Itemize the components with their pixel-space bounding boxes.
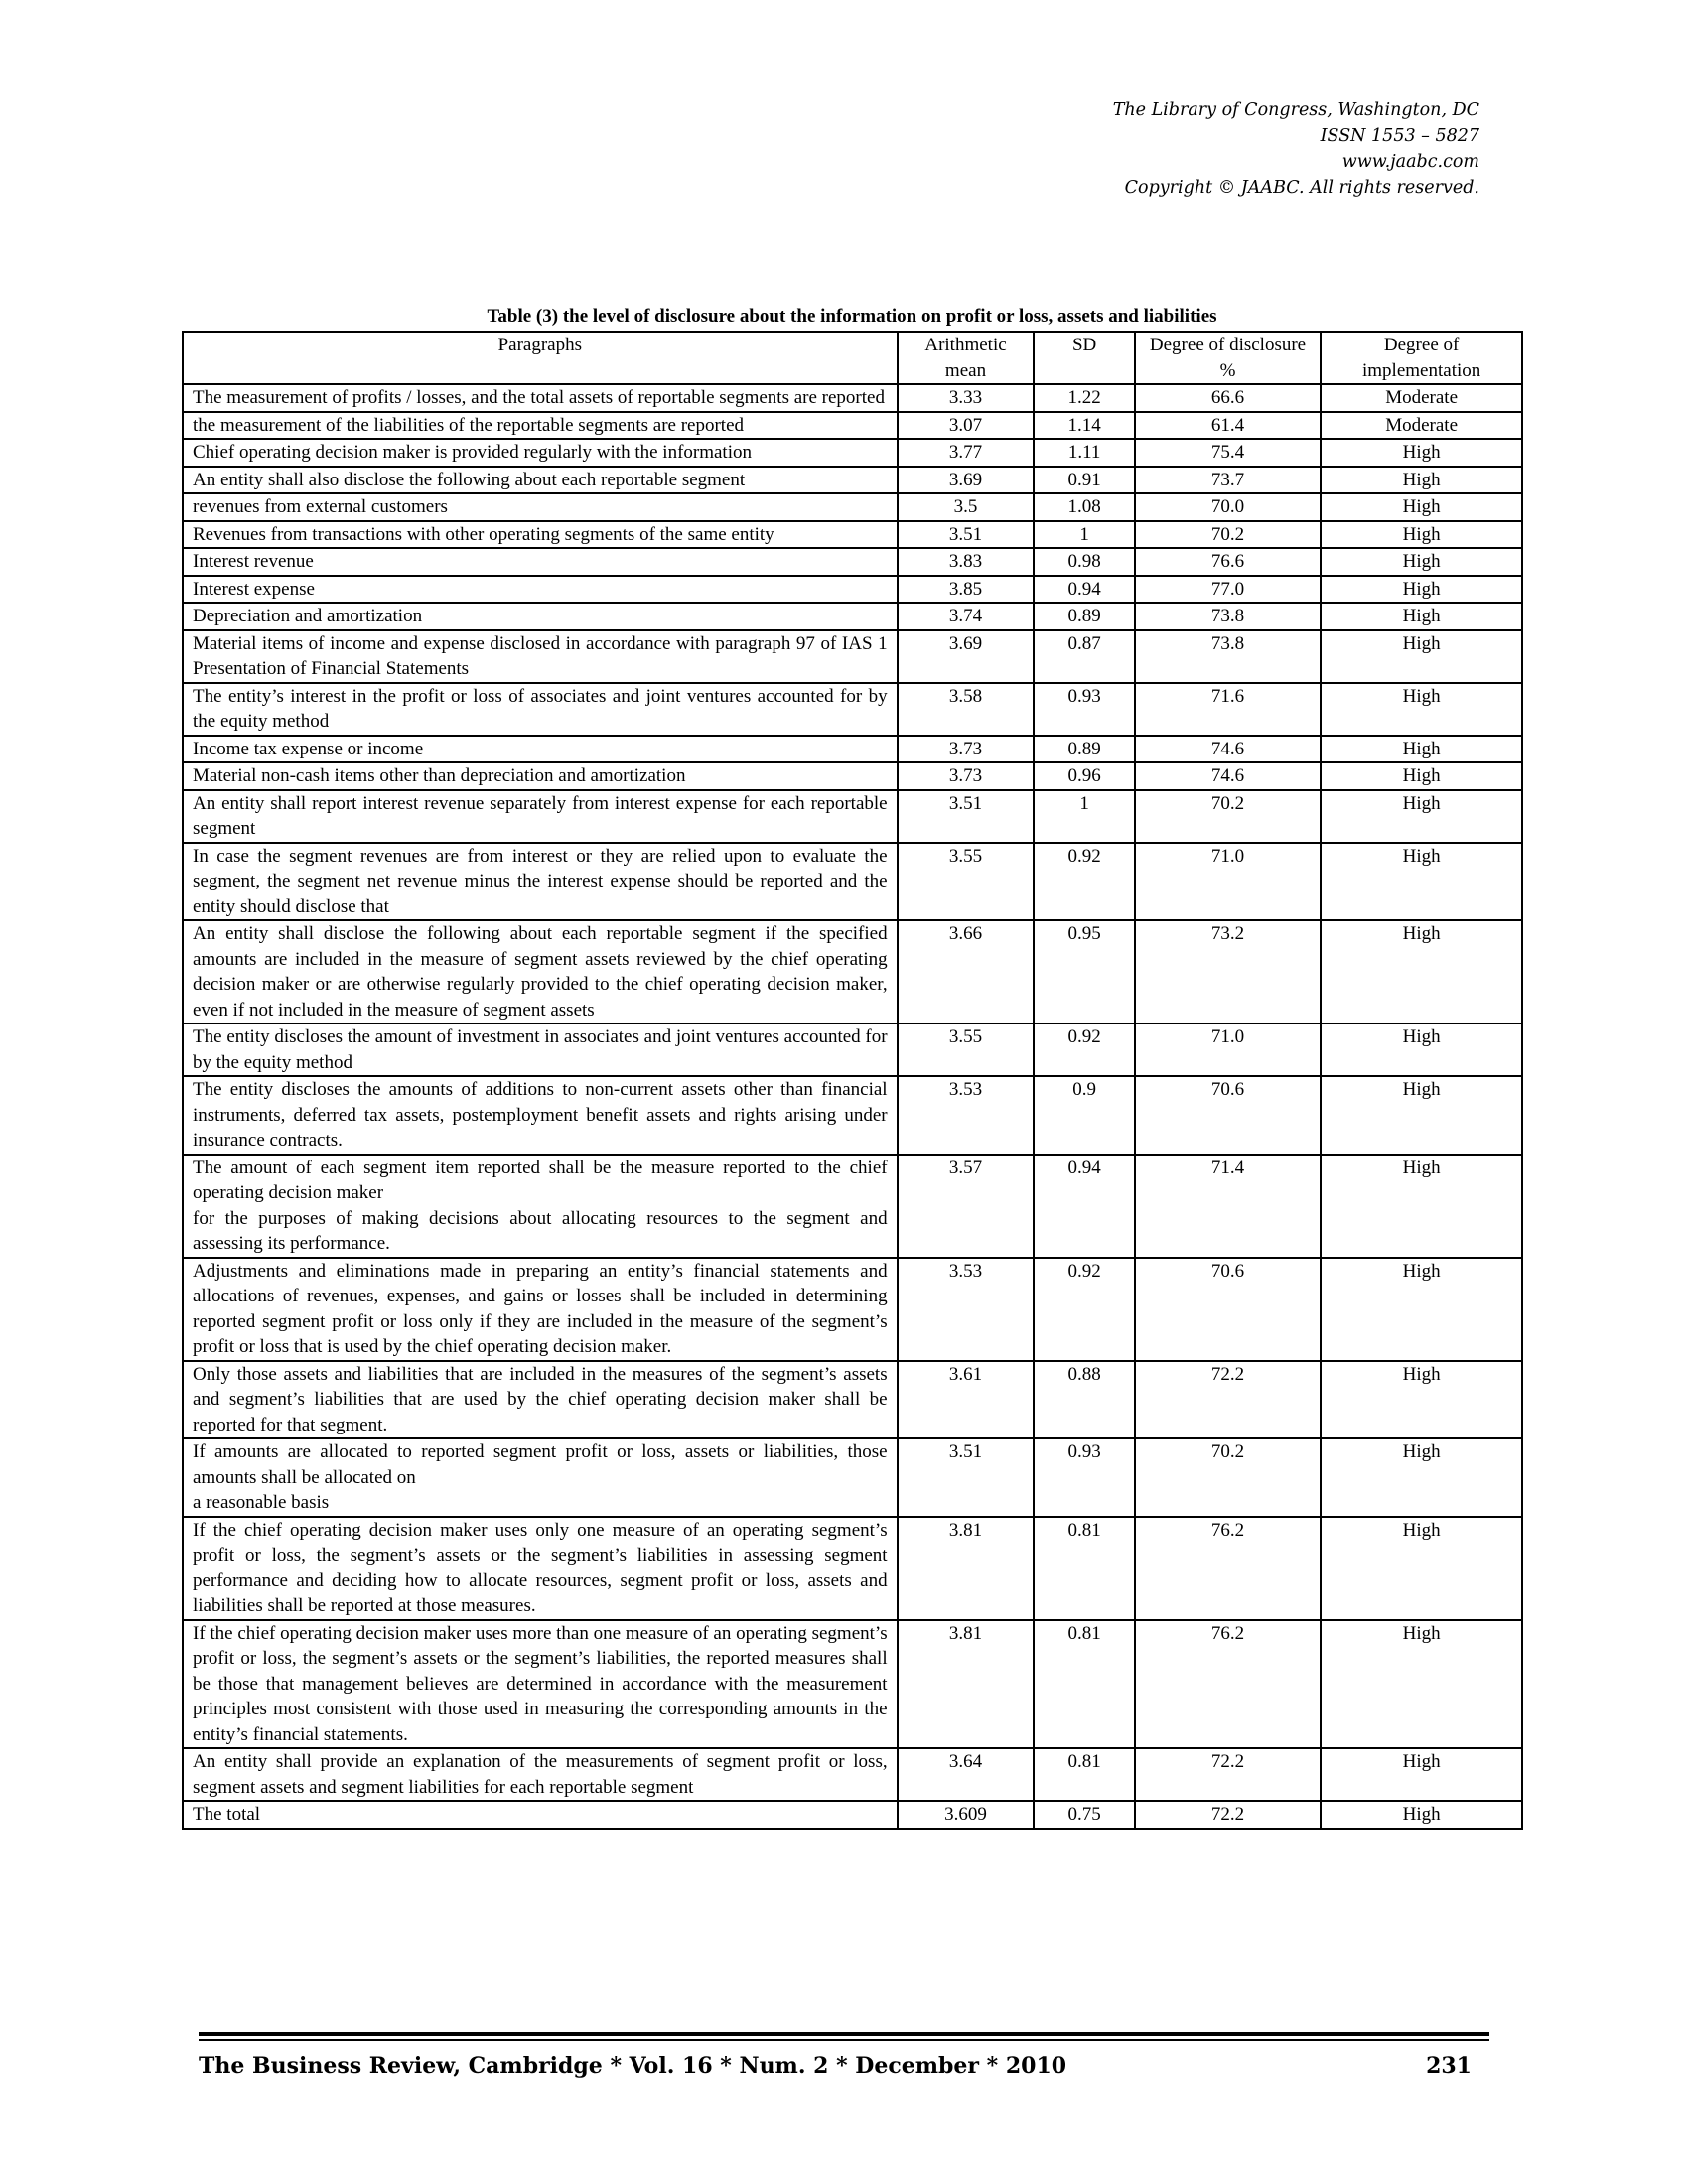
cell-sd: 0.94 [1034, 1155, 1134, 1258]
cell-mean: 3.66 [898, 920, 1035, 1024]
cell-paragraph: Depreciation and amortization [183, 603, 898, 630]
cell-paragraph: In case the segment revenues are from interest or they are relied upon to evaluate the segment, the segment net revenue minus the interest expense should be reported and the entity should disclose that [183, 843, 898, 921]
cell-implementation: High [1321, 1155, 1522, 1258]
cell-implementation: High [1321, 1801, 1522, 1829]
cell-disclosure: 76.6 [1135, 548, 1322, 576]
cell-mean: 3.73 [898, 736, 1035, 763]
header-line-library: The Library of Congress, Washington, DC [1112, 100, 1479, 120]
cell-implementation: High [1321, 920, 1522, 1024]
cell-sd: 0.89 [1034, 603, 1134, 630]
table-row [183, 1517, 1522, 1620]
page-header [1113, 97, 1479, 201]
cell-implementation: High [1321, 736, 1522, 763]
cell-paragraph: the measurement of the liabilities of the reportable segments are reported [183, 412, 898, 440]
header-line-issn: ISSN 1553 – 5827 [1320, 126, 1479, 146]
cell-mean: 3.85 [898, 576, 1035, 604]
table-row [183, 683, 1522, 736]
cell-mean: 3.83 [898, 548, 1035, 576]
table-row [183, 1748, 1522, 1801]
cell-disclosure: 70.6 [1135, 1076, 1322, 1155]
cell-implementation: High [1321, 843, 1522, 921]
cell-paragraph: Material items of income and expense disclosed in accordance with paragraph 97 of IAS 1 Presentation of Financial Statements [183, 630, 898, 683]
column-header-implementation: Degree of implementation [1321, 332, 1522, 384]
table-row [183, 412, 1522, 440]
table-row [183, 1155, 1522, 1258]
cell-disclosure: 61.4 [1135, 412, 1322, 440]
cell-paragraph: Revenues from transactions with other operating segments of the same entity [183, 521, 898, 549]
header-line-copyright: Copyright © JAABC. All rights reserved. [1124, 178, 1479, 198]
cell-paragraph: An entity shall also disclose the following about each reportable segment [183, 467, 898, 494]
cell-sd: 0.95 [1034, 920, 1134, 1024]
cell-paragraph: The total [183, 1801, 898, 1829]
table-body [183, 384, 1522, 1829]
cell-sd: 1 [1034, 790, 1134, 843]
table-row [183, 1258, 1522, 1361]
cell-disclosure: 74.6 [1135, 736, 1322, 763]
cell-sd: 0.81 [1034, 1517, 1134, 1620]
cell-sd: 1 [1034, 521, 1134, 549]
cell-disclosure: 72.2 [1135, 1361, 1322, 1439]
cell-mean: 3.51 [898, 521, 1035, 549]
cell-sd: 1.11 [1034, 439, 1134, 467]
cell-disclosure: 74.6 [1135, 762, 1322, 790]
cell-disclosure: 66.6 [1135, 384, 1322, 412]
cell-sd: 1.22 [1034, 384, 1134, 412]
cell-sd: 0.92 [1034, 1258, 1134, 1361]
cell-paragraph: If amounts are allocated to reported segment profit or loss, assets or liabilities, those amounts shall be allocated on a reasonable basis [183, 1438, 898, 1517]
cell-sd: 1.14 [1034, 412, 1134, 440]
cell-disclosure: 76.2 [1135, 1620, 1322, 1749]
cell-mean: 3.55 [898, 843, 1035, 921]
cell-disclosure: 70.2 [1135, 521, 1322, 549]
cell-sd: 0.89 [1034, 736, 1134, 763]
cell-disclosure: 76.2 [1135, 1517, 1322, 1620]
cell-mean: 3.07 [898, 412, 1035, 440]
cell-disclosure: 71.4 [1135, 1155, 1322, 1258]
cell-sd: 0.81 [1034, 1620, 1134, 1749]
cell-disclosure: 70.0 [1135, 493, 1322, 521]
table-row [183, 1801, 1522, 1829]
cell-mean: 3.64 [898, 1748, 1035, 1801]
column-header-paragraphs: Paragraphs [183, 332, 898, 384]
cell-paragraph: The entity’s interest in the profit or loss of associates and joint ventures accounted for by the equity method [183, 683, 898, 736]
cell-implementation: High [1321, 1258, 1522, 1361]
table-row [183, 843, 1522, 921]
cell-disclosure: 73.7 [1135, 467, 1322, 494]
cell-disclosure: 75.4 [1135, 439, 1322, 467]
cell-mean: 3.58 [898, 683, 1035, 736]
cell-disclosure: 77.0 [1135, 576, 1322, 604]
cell-sd: 1.08 [1034, 493, 1134, 521]
cell-implementation: High [1321, 1517, 1522, 1620]
cell-implementation: High [1321, 1361, 1522, 1439]
cell-disclosure: 73.8 [1135, 630, 1322, 683]
cell-paragraph: The amount of each segment item reported shall be the measure reported to the chief operating decision maker for the purposes of making decisions about allocating resources to the segment and assessing its performance. [183, 1155, 898, 1258]
cell-disclosure: 70.2 [1135, 790, 1322, 843]
cell-implementation: High [1321, 1024, 1522, 1076]
cell-mean: 3.81 [898, 1620, 1035, 1749]
cell-mean: 3.55 [898, 1024, 1035, 1076]
cell-sd: 0.91 [1034, 467, 1134, 494]
column-header-sd: SD [1034, 332, 1134, 384]
table-row [183, 467, 1522, 494]
cell-sd: 0.88 [1034, 1361, 1134, 1439]
cell-sd: 0.98 [1034, 548, 1134, 576]
cell-paragraph: If the chief operating decision maker uses only one measure of an operating segment’s profit or loss, the segment’s assets or the segment’s liabilities in assessing segment performance and deciding how to allocate resources, segment profit or loss, assets and liabilities shall be reported at those measures. [183, 1517, 898, 1620]
cell-mean: 3.51 [898, 1438, 1035, 1517]
cell-sd: 0.81 [1034, 1748, 1134, 1801]
disclosure-table [182, 331, 1523, 1830]
header-line-website: www.jaabc.com [1341, 152, 1479, 172]
table-row [183, 521, 1522, 549]
cell-sd: 0.9 [1034, 1076, 1134, 1155]
table-row [183, 439, 1522, 467]
table-row [183, 736, 1522, 763]
cell-implementation: Moderate [1321, 384, 1522, 412]
cell-mean: 3.73 [898, 762, 1035, 790]
table-row [183, 1361, 1522, 1439]
table-row [183, 630, 1522, 683]
table-row [183, 1076, 1522, 1155]
cell-sd: 0.92 [1034, 843, 1134, 921]
cell-mean: 3.609 [898, 1801, 1035, 1829]
cell-implementation: High [1321, 467, 1522, 494]
table-title: Table (3) the level of disclosure about the information on profit or loss, assets and liabilities [487, 306, 1217, 327]
table-row [183, 762, 1522, 790]
cell-disclosure: 71.6 [1135, 683, 1322, 736]
cell-sd: 0.92 [1034, 1024, 1134, 1076]
column-header-disclosure: Degree of disclosure % [1135, 332, 1322, 384]
cell-sd: 0.87 [1034, 630, 1134, 683]
cell-mean: 3.5 [898, 493, 1035, 521]
cell-disclosure: 72.2 [1135, 1801, 1322, 1829]
cell-paragraph: An entity shall report interest revenue separately from interest expense for each reportable segment [183, 790, 898, 843]
cell-disclosure: 71.0 [1135, 1024, 1322, 1076]
cell-implementation: High [1321, 762, 1522, 790]
cell-paragraph: Material non-cash items other than depreciation and amortization [183, 762, 898, 790]
cell-implementation: High [1321, 603, 1522, 630]
cell-implementation: High [1321, 1076, 1522, 1155]
cell-paragraph: The entity discloses the amount of investment in associates and joint ventures accounted for by the equity method [183, 1024, 898, 1076]
column-header-mean: Arithmetic mean [898, 332, 1035, 384]
cell-disclosure: 72.2 [1135, 1748, 1322, 1801]
cell-mean: 3.51 [898, 790, 1035, 843]
table-row [183, 920, 1522, 1024]
cell-mean: 3.77 [898, 439, 1035, 467]
table-row [183, 384, 1522, 412]
footer-rule-thin [199, 2039, 1489, 2041]
cell-sd: 0.94 [1034, 576, 1134, 604]
table-row [183, 790, 1522, 843]
cell-disclosure: 71.0 [1135, 843, 1322, 921]
table-row [183, 1024, 1522, 1076]
cell-disclosure: 70.6 [1135, 1258, 1322, 1361]
cell-mean: 3.74 [898, 603, 1035, 630]
cell-implementation: High [1321, 493, 1522, 521]
cell-paragraph: An entity shall disclose the following about each reportable segment if the specified amounts are included in the measure of segment assets reviewed by the chief operating decision maker or are otherwise regularly provided to the chief operating decision maker, even if not included in the measure of segment assets [183, 920, 898, 1024]
cell-paragraph: The measurement of profits / losses, and the total assets of reportable segments are reported [183, 384, 898, 412]
cell-implementation: Moderate [1321, 412, 1522, 440]
cell-disclosure: 73.8 [1135, 603, 1322, 630]
cell-disclosure: 73.2 [1135, 920, 1322, 1024]
cell-paragraph: Only those assets and liabilities that are included in the measures of the segment’s assets and segment’s liabilities that are used by the chief operating decision maker shall be reported for that segment. [183, 1361, 898, 1439]
cell-mean: 3.53 [898, 1258, 1035, 1361]
cell-sd: 0.96 [1034, 762, 1134, 790]
cell-implementation: High [1321, 1438, 1522, 1517]
cell-implementation: High [1321, 576, 1522, 604]
cell-implementation: High [1321, 548, 1522, 576]
cell-paragraph: Interest expense [183, 576, 898, 604]
footer-journal: The Business Review, Cambridge * Vol. 16 * Num. 2 * December * 2010 [199, 2053, 1067, 2079]
cell-mean: 3.57 [898, 1155, 1035, 1258]
footer-rule [199, 2032, 1489, 2036]
cell-implementation: High [1321, 521, 1522, 549]
table-header-row [183, 332, 1522, 384]
cell-implementation: High [1321, 1620, 1522, 1749]
cell-paragraph: Chief operating decision maker is provided regularly with the information [183, 439, 898, 467]
cell-implementation: High [1321, 790, 1522, 843]
cell-mean: 3.61 [898, 1361, 1035, 1439]
cell-implementation: High [1321, 439, 1522, 467]
table-row [183, 548, 1522, 576]
footer-page-number: 231 [1426, 2053, 1472, 2079]
cell-paragraph: Adjustments and eliminations made in preparing an entity’s financial statements and allocations of revenues, expenses, and gains or losses shall be included in determining reported segment profit or loss only if they are included in the measure of the segment’s profit or loss that is used by the chief operating decision maker. [183, 1258, 898, 1361]
cell-paragraph: If the chief operating decision maker uses more than one measure of an operating segment’s profit or loss, the segment’s assets or the segment’s liabilities, the reported measures shall be those that management believes are determined in accordance with the measurement principles most consistent with those used in measuring the corresponding amounts in the entity’s financial statements. [183, 1620, 898, 1749]
table-row [183, 603, 1522, 630]
cell-disclosure: 70.2 [1135, 1438, 1322, 1517]
table-row [183, 1438, 1522, 1517]
cell-paragraph: revenues from external customers [183, 493, 898, 521]
cell-implementation: High [1321, 1748, 1522, 1801]
cell-sd: 0.75 [1034, 1801, 1134, 1829]
cell-sd: 0.93 [1034, 683, 1134, 736]
cell-paragraph: The entity discloses the amounts of additions to non-current assets other than financial instruments, deferred tax assets, postemployment benefit assets and rights arising under insurance contracts. [183, 1076, 898, 1155]
cell-mean: 3.69 [898, 467, 1035, 494]
cell-implementation: High [1321, 630, 1522, 683]
table-row [183, 493, 1522, 521]
cell-mean: 3.53 [898, 1076, 1035, 1155]
table-row [183, 1620, 1522, 1749]
table-row [183, 576, 1522, 604]
cell-implementation: High [1321, 683, 1522, 736]
cell-paragraph: An entity shall provide an explanation of the measurements of segment profit or loss, segment assets and segment liabilities for each reportable segment [183, 1748, 898, 1801]
cell-mean: 3.33 [898, 384, 1035, 412]
cell-sd: 0.93 [1034, 1438, 1134, 1517]
cell-paragraph: Income tax expense or income [183, 736, 898, 763]
cell-paragraph: Interest revenue [183, 548, 898, 576]
cell-mean: 3.69 [898, 630, 1035, 683]
cell-mean: 3.81 [898, 1517, 1035, 1620]
